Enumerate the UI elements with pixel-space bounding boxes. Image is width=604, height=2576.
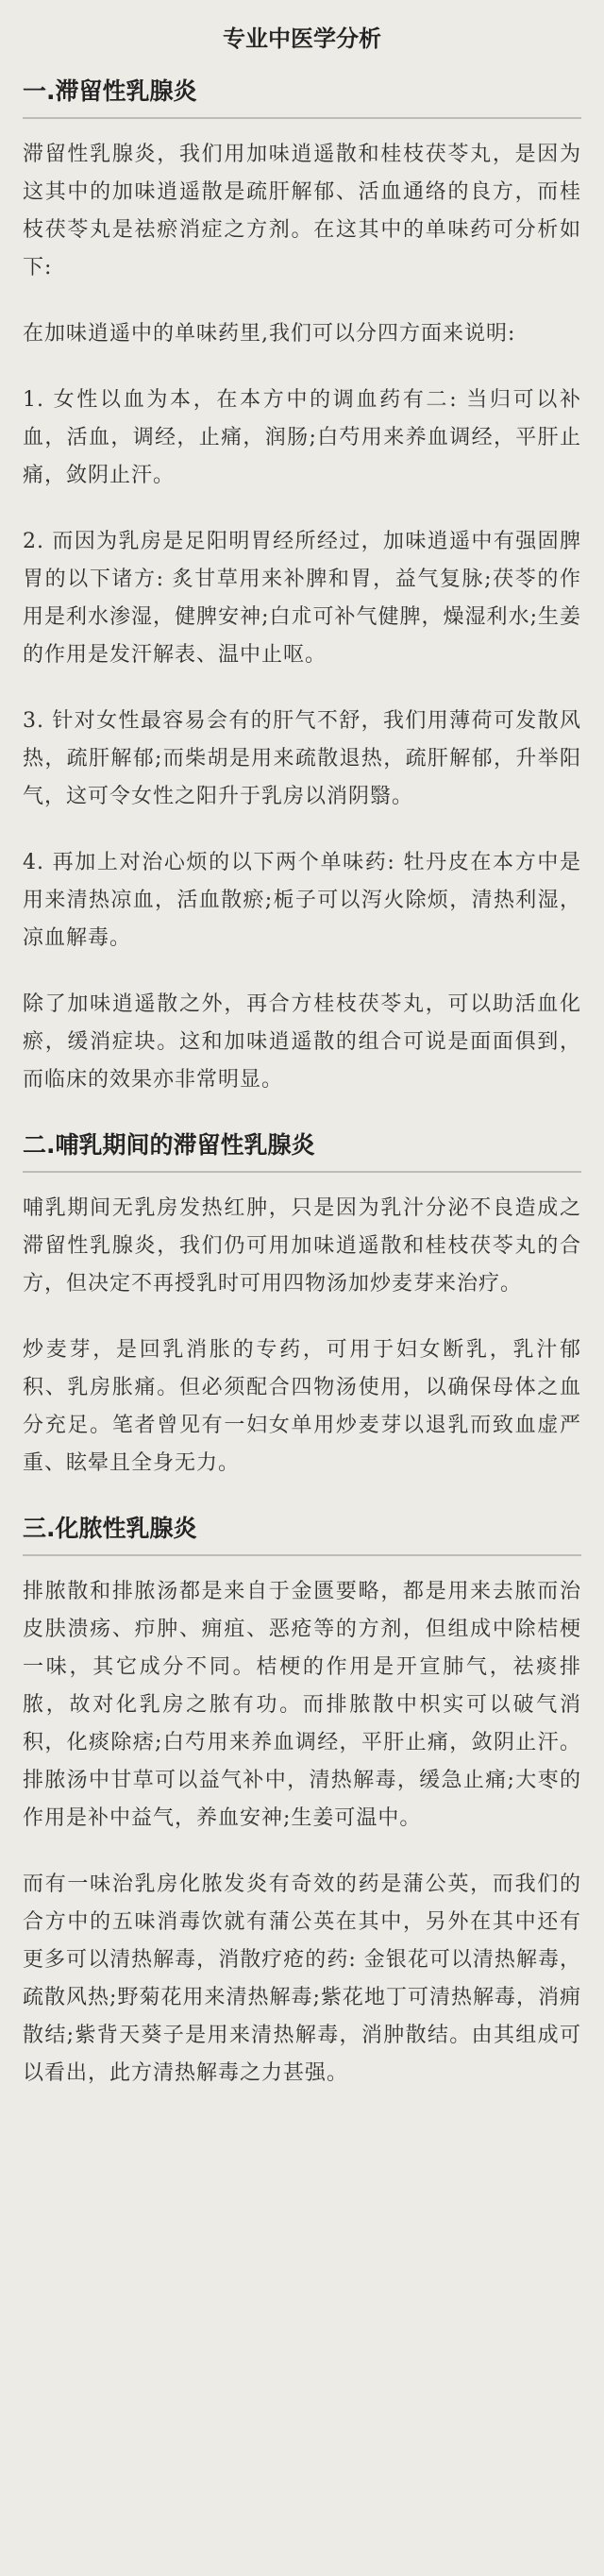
paragraph: 3. 针对女性最容易会有的肝气不舒，我们用薄荷可发散风热，疏肝解郁;而柴胡是用来疏散退热，疏肝解郁，升举阳气，这可令女性之阳升于乳房以消阴翳。 — [23, 709, 581, 808]
section-heading: 一.滞留性乳腺炎 — [23, 74, 581, 119]
section-lactation-mastitis — [23, 1127, 581, 1483]
paragraph: 1. 女性以血为本，在本方中的调血药有二: 当归可以补血，活血，调经，止痛，润肠;白芍用来养血调经，平肝止痛，敛阴止汗。 — [23, 388, 581, 487]
section-retention-mastitis — [23, 74, 581, 1099]
paragraph: 除了加味逍遥散之外，再合方桂枝茯苓丸，可以助活血化瘀，缓消症块。这和加味逍遥散的组合可说是面面俱到，而临床的效果亦非常明显。 — [23, 992, 581, 1092]
paragraph: 2. 而因为乳房是足阳明胃经所经过，加味逍遥中有强固脾胃的以下诸方: 炙甘草用来补脾和胃，益气复脉;茯苓的作用是利水渗湿，健脾安神;白朮可补气健脾，燥湿利水;生姜的作用是发汗解表、温中止呕。 — [23, 530, 581, 667]
paragraph: 哺乳期间无乳房发热红肿，只是因为乳汁分泌不良造成之滞留性乳腺炎，我们仍可用加味逍遥散和桂枝茯苓丸的合方，但决定不再授乳时可用四物汤加炒麦芽来治疗。 — [23, 1196, 581, 1296]
paragraph: 滞留性乳腺炎，我们用加味逍遥散和桂枝茯苓丸，是因为这其中的加味逍遥散是疏肝解郁、活血通络的良方，而桂枝茯苓丸是祛瘀消症之方剂。在这其中的单味药可分析如下: — [23, 143, 581, 280]
paragraph: 排脓散和排脓汤都是来自于金匮要略，都是用来去脓而治皮肤溃疡、疖肿、痈疽、恶疮等的方剂，但组成中除桔梗一味，其它成分不同。桔梗的作用是开宣肺气，祛痰排脓，故对化乳房之脓有功。而排脓散中枳实可以破气消积，化痰除痞;白芍用来养血调经，平肝止痛，敛阴止汗。排脓汤中甘草可以益气补中，清热解毒，缓急止痛;大枣的作用是补中益气，养血安神;生姜可温中。 — [23, 1580, 581, 1830]
section-heading: 二.哺乳期间的滞留性乳腺炎 — [23, 1127, 581, 1173]
paragraph: 在加味逍遥中的单味药里,我们可以分四方面来说明: — [23, 322, 516, 346]
paragraph: 炒麦芽，是回乳消胀的专药，可用于妇女断乳，乳汁郁积、乳房胀痛。但必须配合四物汤使用，以确保母体之血分充足。笔者曾见有一妇女单用炒麦芽以退乳而致血虚严重、眩晕且全身无力。 — [23, 1338, 581, 1475]
paragraph: 而有一味治乳房化脓发炎有奇效的药是蒲公英，而我们的合方中的五味消毒饮就有蒲公英在其中，另外在其中还有更多可以清热解毒，消散疗疮的药: 金银花可以清热解毒，疏散风热;野菊花用来清热解毒;紫花地丁可清热解毒，消痈散结;紫背天葵子是用来清热解毒，消肿散结。由其组成可以看出，此方清热解毒之力甚强。 — [23, 1873, 581, 2085]
paragraph: 4. 再加上对治心烦的以下两个单味药: 牡丹皮在本方中是用来清热凉血，活血散瘀;栀子可以泻火除烦，清热利湿，凉血解毒。 — [23, 851, 581, 950]
section-suppurative-mastitis — [23, 1511, 581, 2093]
section-heading: 三.化脓性乳腺炎 — [23, 1511, 581, 1556]
page-title: 专业中医学分析 — [223, 25, 381, 52]
